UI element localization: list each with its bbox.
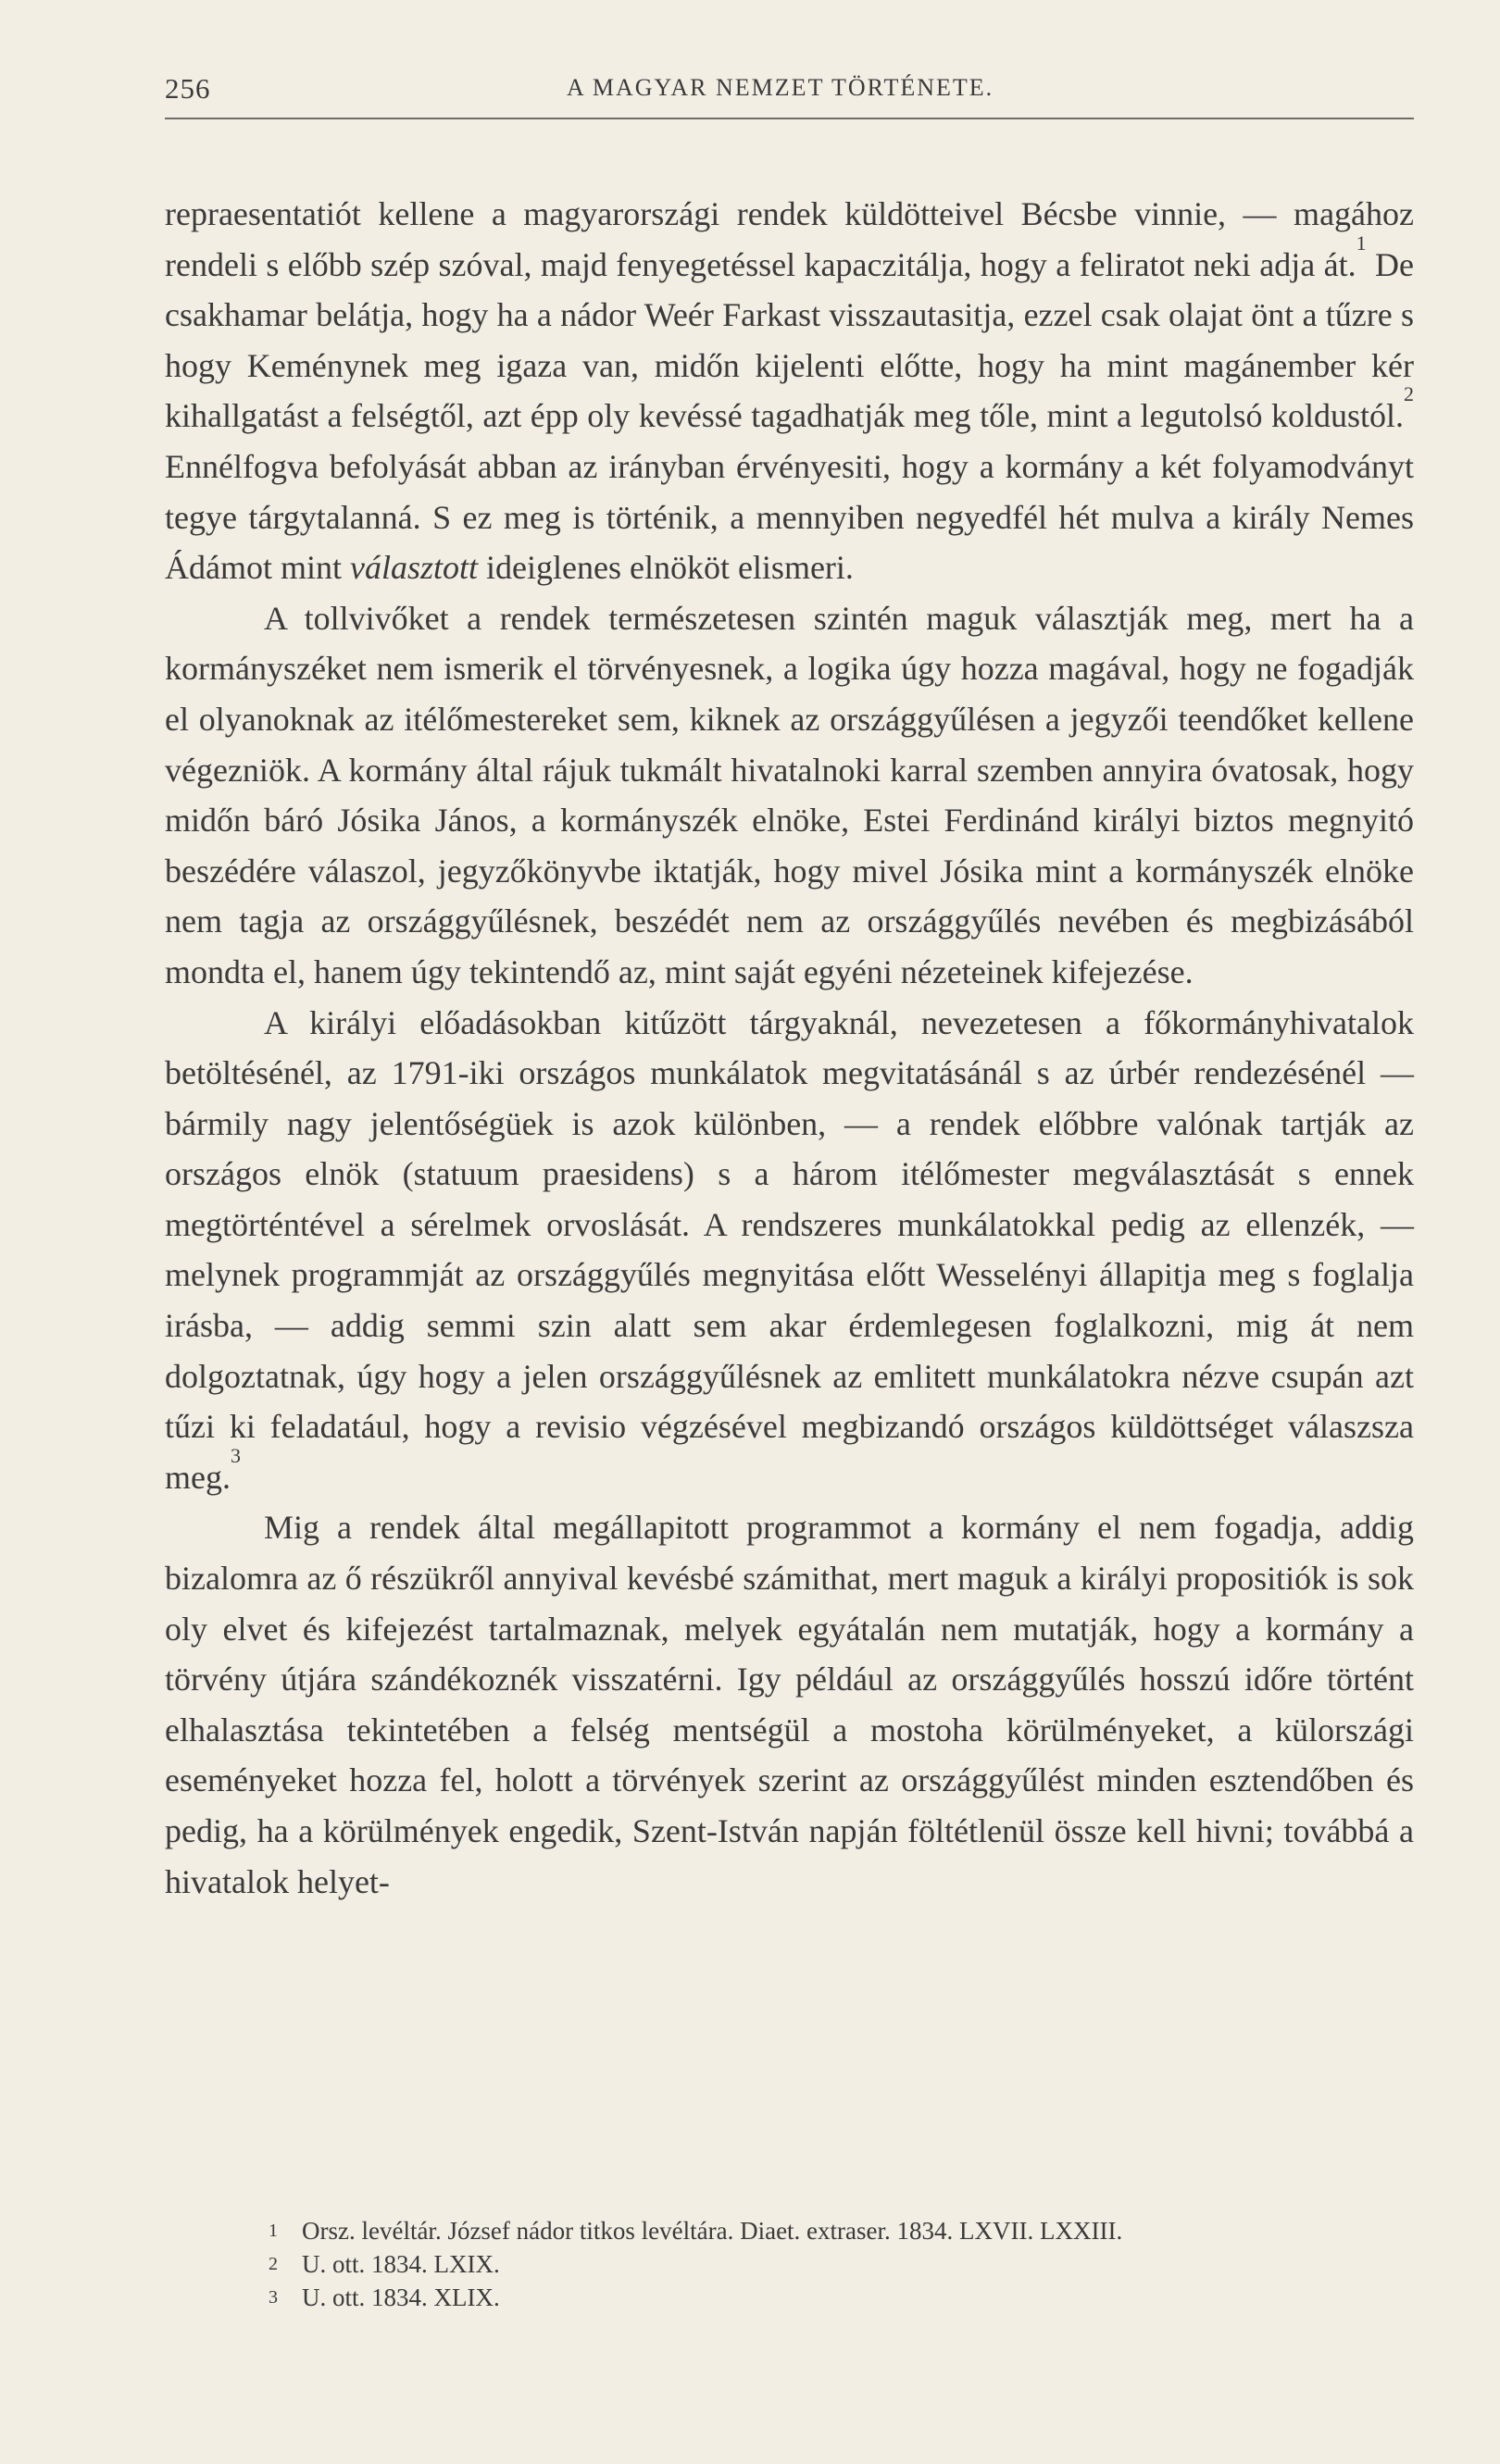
footnote-mark: 1 [269,2221,278,2241]
footnote-text: U. ott. 1834. XLIX. [302,2284,500,2311]
footnote-mark: 2 [269,2254,278,2274]
text-run: ideiglenes elnököt elismeri. [478,549,854,587]
text-run: A királyi előadásokban kitűzött tárgyaknál, nevezetesen a főkormányhivatalok betöltésénél, az 1791-iki országos munkálatok megvitatásánál s az úrbér rendezésénél — bármily nagy jelentőségüek is azok különben, — a rendek előbbre valónak tartják az országos elnök (statuum praesidens) s a három itélőmester megválasztását s ennek megtörténtével a sérelmek orvoslását. A rendszeres munkálatokkal pedig az ellenzék, — melynek programmját az országgyűlés megnyitása előtt Wesselényi állapitja meg s foglalja irásba, — addig semmi szin alatt sem akar érdemlegesen foglalkozni, mig át nem dolgoztatnak, úgy hogy a jelen országgyűlésnek az emlitett munkálatokra nézve csupán azt tűzi ki feladatául, hogy a revisio végzésével megbizandó országos küldöttséget válaszsza meg. [165,1003,1414,1496]
text-run: Ennélfogva befolyását abban az irányban érvényesiti, hogy a kormány a két folyamodványt tegye tárgytalanná. S ez meg is történik, a mennyiben negyedfél hét mulva a király Nemes Ádámot mint [165,447,1414,587]
body-text [165,189,1414,1907]
text-run: Mig a rendek által megállapitott programmot a kormány el nem fogadja, addig bizalomra az ő részükről annyival kevésbé számithat, mert maguk a királyi propositiók is sok oly elvet és kifejezést tartalmaznak, melyek egyátalán nem mutatják, hogy a kormány a törvény útjára szándékoznék visszatérni. Igy például az országgyűlés hosszú időre történt elhalasztása tekintetében a felség mentségül a mostoha körülményeket, a külországi eseményeket hozza fel, holott a törvények szerint az országgyűlést minden esztendőben és pedig, ha a körülmények engedik, Szent-István napján föltétlenül össze kell hivni; továbbá a hivatalok helyet- [165,1509,1414,1900]
footnote [165,2247,1414,2281]
paragraph [165,189,1414,593]
emphasized-text: választott [350,549,479,587]
footnote [165,2281,1414,2314]
footnote-mark: 3 [269,2287,278,2308]
paragraph [165,593,1414,998]
footnote-reference: 2 [1404,382,1414,406]
paragraph [165,998,1414,1503]
running-title: A MAGYAR NEMZET TÖRTÉNETE. [567,74,994,101]
footnote-reference: 1 [1356,230,1367,255]
paragraph [165,1502,1414,1907]
page-number: 256 [165,72,211,105]
footnotes [165,2214,1414,2314]
text-run: De csakhamar belátja, hogy ha a nádor Weér Farkast visszautasitja, ezzel csak olajat önt a tűzre s hogy Keménynek meg igaza van, midőn kijelenti előtte, hogy ha mint magánember kér kihallgatást a felségtől, azt épp oly kevéssé tagadhatják meg tőle, mint a legutolsó koldustól. [165,245,1414,435]
footnote-text: Orsz. levéltár. József nádor titkos levéltára. Diaet. extraser. 1834. LXVII. LXXIII. [302,2217,1123,2245]
text-run: A tollvivőket a rendek természetesen szintén maguk választják meg, mert ha a kormányszéket nem ismerik el törvényesnek, a logika úgy hozza magával, hogy ne fogadják el olyanoknak az itélőmestereket sem, kiknek az országgyűlésen a jegyzői teendőket kellene végezniök. A kormány által rájuk tukmált hivatalnoki karral szemben annyira óvatosak, hogy midőn báró Jósika János, a kormányszék elnöke, Estei Ferdinánd királyi biztos megnyitó beszédére válaszol, jegyzőkönyvbe iktatják, hogy mivel Jósika mint a kormányszék elnöke nem tagja az országgyűlésnek, beszédét nem az országgyűlés nevében és megbizásából mondta el, hanem úgy tekintendő az, mint saját egyéni nézeteinek kifejezése. [165,599,1414,990]
text-run: repraesentatiót kellene a magyarországi rendek küldötteivel Bécsbe vinnie, — magához rendeli s előbb szép szóval, majd fenyegetéssel kapaczitálja, hogy a feliratot neki adja át. [165,195,1414,283]
footnote-reference: 3 [230,1443,241,1467]
header-rule [165,118,1414,119]
footnote [165,2214,1414,2247]
page-header [165,72,1414,120]
footnote-text: U. ott. 1834. LXIX. [302,2250,500,2278]
